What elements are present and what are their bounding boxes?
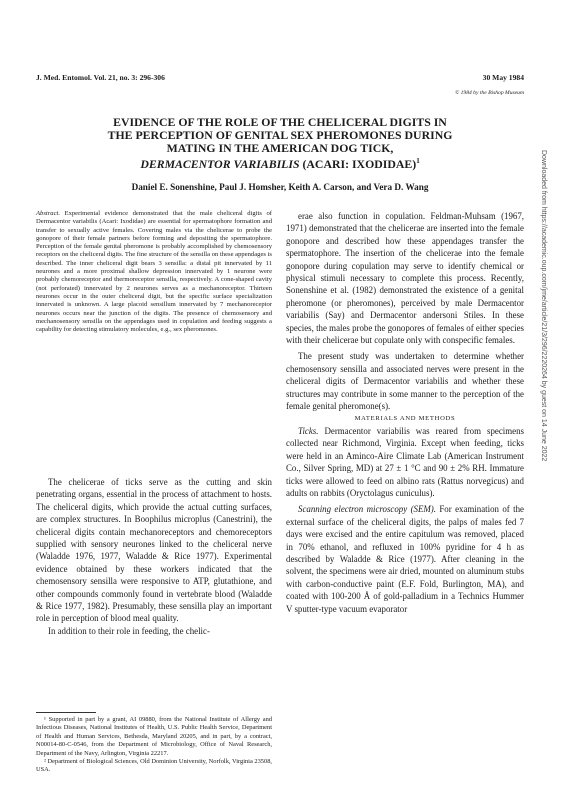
abstract-lead: Abstract. — [36, 210, 60, 217]
publication-date: 30 May 1984 — [482, 73, 524, 82]
section-heading: MATERIALS AND METHODS — [354, 414, 456, 422]
body-left-column — [36, 476, 272, 637]
body-paragraph: Scanning electron microscopy (SEM). For examination of the external surface of the cheliceral digits, the palps of males fed 7 days were excised and the entire capitulum was removed, placed in 70% ethanol, and refluxed in 100% pyridine for 4 h as described by Waladde & Rice (1977). After cleaning in the solvent, the specimens were air dried, mounted on aluminum stubs with carbon-conductive paint (E.F. Fold, Burlington, MA), and coated with 100-200 Å of gold-palladium in a Technics Hummer V sputter-type vacuum evaporator — [286, 504, 524, 614]
abstract-text: Experimental evidence demonstrated that the male cheliceral digits of Dermacentor variabilis (Acari: Ixodidae) are essential for spermatophore formation and transfer to sexually active females. Covering males via the chelicerae to probe the gonopore of their female partners before forming and depositing the spermatophore. Perception of the female genital pheromone is probably accomplished by chemosensory receptors on the cheliceral digits. The fine structure of the sensilla on these appendages is described. The inner cheliceral digit bears 3 sensilla: a distal pit innervated by 11 neurones and a more proximal shallow depression innervated by 1 neurone were probably chemoreceptor and thermoreceptor sensilla, respectively. A cone-shaped cavity (not perforated) innervated by 2 neurones serves as a mechanoreceptor. Thirteen neurones occur in the outer cheliceral digit, but the specific surface specialization innervated is unknown. A large placoid sensillum innervated by 7 mechanoreceptor neurones occurs near the junction of the digits. The presence of chemosensory and mechanosensory sensilla on the appendages used in copulation and feeding suggests a capability for detecting stimulatory molecules, e.g., sex pheromones. — [36, 210, 272, 334]
footnotes — [36, 716, 272, 775]
copyright-notice: © 1984 by the Bishop Museum — [454, 90, 524, 96]
title-taxon: (ACARI: IXODIDAE) — [299, 156, 417, 171]
abstract — [36, 210, 272, 334]
running-header — [36, 73, 524, 85]
journal-citation: J. Med. Entomol. Vol. 21, no. 3: 296-306 — [36, 73, 165, 82]
title-line-1: EVIDENCE OF THE ROLE OF THE CHELICERAL DIGITS IN — [113, 115, 447, 129]
download-watermark — [537, 150, 551, 650]
article-title — [36, 116, 524, 171]
title-line-4 — [36, 155, 524, 171]
title-line-3: MATING IN THE AMERICAN DOG TICK, — [166, 141, 394, 155]
title-species: DERMACENTOR VARIABILIS — [140, 156, 300, 171]
download-watermark-text: Downloaded from https://academic.oup.com/jme/article/21/3/296/2220264 by guest on 14 June 2022 — [540, 150, 547, 462]
author-list: Daniel E. Sonenshine, Paul J. Homsher, Keith A. Carson, and Vera D. Wang — [131, 182, 429, 192]
body-paragraph: The present study was undertaken to determine whether chemosensory sensilla and associated nerves were present in the cheliceral digits of Dermacentor variabilis and whether these structures may contribute in some manner to the perception of the female genital pheromone(s). — [286, 351, 524, 412]
body-paragraph: erae also function in copulation. Feldman-Muhsam (1967, 1971) demonstrated that the chelicerae are inserted into the female gonopore and described how these appendages transfer the spermatophore. The insertion of the chelicerae into the female gonopore during copulation may serve to identify chemical or physical stimuli necessary to complete this process. Recently, Sonenshine et al. (1982) demonstrated the existence of a genital pheromone (or pheromones), perceived by male Dermacentor variabilis (Say) and Dermacentor andersoni Stiles. In these species, the males probe the gonopores of females of either species with their chelicerae but copulate only with conspecific females. — [286, 211, 524, 346]
footnote-1: ¹ Supported in part by a grant, AI 09880, from the National Institute of Allergy and Infectious Diseases, National Institutes of Health, U.S. Public Health Service, Department of Health and Human Services, Bethesda, Maryland 20205, and in part, by a contract, N00014-80-C-0546, from the Department of Microbiology, Office of Naval Research, Department of the Navy, Arlington, Virginia 22217. — [36, 716, 272, 757]
paragraph-lead: Scanning electron microscopy (SEM). — [298, 504, 436, 515]
paragraph-lead: Ticks. — [298, 425, 319, 436]
body-paragraph: In addition to their role in feeding, the chelic- — [48, 625, 210, 636]
body-paragraph: Ticks. Dermacentor variabilis was reared from specimens collected near Richmond, Virginia. Except when feeding, ticks were held in an Aminco-Aire Climate Lab (American Instrument Co., Silver Spring, MD) at 27 ± 1 °C and 90 ± 2% RH. Immature ticks were allowed to feed on albino rats (Rattus norvegicus) and adults on rabbits (Oryctolagus cuniculus). — [286, 425, 524, 498]
title-line-2: THE PERCEPTION OF GENITAL SEX PHEROMONES DURING — [107, 128, 453, 142]
footnote-2: ² Department of Biological Sciences, Old Dominion University, Norfolk, Virginia 23508, USA. — [36, 758, 272, 774]
title-footnote-mark: 1 — [416, 157, 420, 165]
footnote-rule — [36, 712, 96, 713]
body-right-column — [286, 210, 524, 615]
body-paragraph: The chelicerae of ticks serve as the cutting and skin penetrating organs, essential in the process of attachment to hosts. The cheliceral digits, which provide the actual cutting surfaces, are complex structures. In Boophilus microplus (Canestrini), the cheliceral digits contain mechanoreceptors and chemoreceptors supplied with sensory neurones linked to the cheliceral nerve (Waladde 1976, 1977, Waladde & Rice 1977). Experimental evidence obtained by these workers indicated that the chemosensory sensilla were responsive to ATP, glutathione, and other compounds commonly found in vertebrate blood (Waladde & Rice 1977, 1982). Presumably, these sensilla play an important role in perception of blood meal quality. — [36, 477, 272, 624]
